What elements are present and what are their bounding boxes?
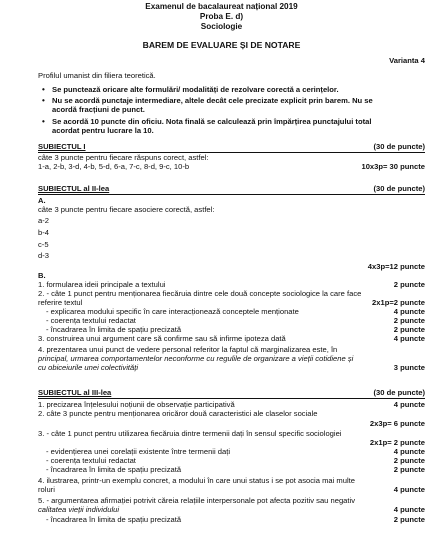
s2-part-a: A. xyxy=(38,196,46,205)
document-title: BAREM DE EVALUARE ȘI DE NOTARE xyxy=(142,40,301,50)
s3-item-3-correlation: - evidențierea unei corelații existente între termenii dați xyxy=(46,447,231,456)
exam-subtitle: Proba E. d) xyxy=(199,12,244,21)
s3-item-3-coherence: - coerența textului redactat xyxy=(46,456,136,465)
s2-b2-explain-points: 4 puncte xyxy=(393,307,425,316)
variant-label: Varianta 4 xyxy=(389,56,425,65)
s3-item-5-points: 4 puncte xyxy=(393,505,425,514)
s3-item-2-points: 2x3p= 6 puncte xyxy=(369,419,425,428)
s2-a-item: a-2 xyxy=(38,216,49,225)
s3-item-5: 5. - argumentarea afirmației potrivit căreia relațiile interpersonale pot afecta pozitiv sau negativ xyxy=(38,496,355,505)
s1-answers: 1-a, 2-b, 3-d, 4-b, 5-d, 6-a, 7-c, 8-d, 9-c, 10-b xyxy=(38,162,190,171)
section-3-header xyxy=(38,388,425,399)
s2-b3-points: 4 puncte xyxy=(393,334,425,343)
rule-2: Nu se acordă punctaje intermediare, altele decât cele precizate explicit prin barem. Nu se xyxy=(52,96,373,105)
s2-part-b: B. xyxy=(38,271,46,280)
s2-b3: 3. construirea unui argument care să confirme sau să infirme ipoteza dată xyxy=(38,334,286,343)
s3-item-4-cont: roluri xyxy=(38,485,55,494)
bullet-icon: • xyxy=(42,96,45,105)
exam-subject: Sociologie xyxy=(200,22,243,31)
section-1-label: SUBIECTUL I xyxy=(38,142,86,151)
s1-instruction: câte 3 puncte pentru fiecare răspuns corect, astfel: xyxy=(38,153,209,162)
exam-title: Examenul de bacalaureat național 2019 xyxy=(145,2,298,11)
s2-b2: 2. - câte 1 punct pentru menționarea fiecăruia dintre cele două concepte sociologice la care face xyxy=(38,289,362,298)
section-3-points: (30 de puncte) xyxy=(373,388,425,397)
s3-item-3: 3. - câte 1 punct pentru utilizarea fiecăruia dintre termenii dați în sensul specific sociologiei xyxy=(38,429,342,438)
intro-text: Profilul umanist din filiera teoretică. xyxy=(38,71,156,80)
s2-b2-explain: - explicarea modului specific în care interacționează conceptele menționate xyxy=(46,307,299,316)
bullet-icon: • xyxy=(42,117,45,126)
s2-a-item: c-5 xyxy=(38,240,49,249)
s2-b4-cont: principal, urmarea comportamentelor neconforme cu regulile de organizare a vieții cotidiene și xyxy=(38,354,354,363)
s3-item-3-correlation-points: 4 puncte xyxy=(393,447,425,456)
s2-b4-points: 3 puncte xyxy=(393,363,425,372)
section-3-label: SUBIECTUL al III-lea xyxy=(38,388,112,397)
s2-b1-points: 2 puncte xyxy=(393,280,425,289)
s3-item-4: 4. ilustrarea, printr-un exemplu concret, a modului în care unui status i se pot asocia mai multe xyxy=(38,476,355,485)
s3-item-5-cont: calitatea vieții individului xyxy=(38,505,120,514)
s1-total: 10x3p= 30 puncte xyxy=(361,162,425,171)
s2-b4-cont2: cu obiceiurile unei colectivități xyxy=(38,363,139,372)
s3-item-2: 2. câte 3 puncte pentru menționarea oricăror două caracteristici ale claselor sociale xyxy=(38,409,318,418)
rule-3: Se acordă 10 puncte din oficiu. Nota finală se calculează prin împărțirea punctajului total xyxy=(52,117,372,126)
s3-item-3-limit-points: 2 puncte xyxy=(393,465,425,474)
section-1-points: (30 de puncte) xyxy=(373,142,425,151)
bullet-icon: • xyxy=(42,85,45,94)
rule-2-cont: acordă fracțiuni de punct. xyxy=(52,105,145,114)
s3-item-3-coherence-points: 2 puncte xyxy=(393,456,425,465)
s2-a-total: 4x3p=12 puncte xyxy=(367,262,425,271)
s3-item-4-points: 4 puncte xyxy=(393,485,425,494)
s2-b1: 1. formularea ideii principale a textului xyxy=(38,280,166,289)
s2-a-instruction: câte 3 puncte pentru fiecare asociere corectă, astfel: xyxy=(38,205,215,214)
s3-item-3-points: 2x1p= 2 puncte xyxy=(369,438,425,447)
s3-item-5-limit-points: 2 puncte xyxy=(393,515,425,524)
s2-b2-coherence: - coerența textului redactat xyxy=(46,316,136,325)
section-2-label: SUBIECTUL al II-lea xyxy=(38,184,110,193)
s2-b2-points: 2x1p=2 puncte xyxy=(372,298,425,307)
s2-b4: 4. prezentarea unui punct de vedere personal referitor la faptul că marginalizarea este, în xyxy=(38,345,338,354)
s2-b2-limit: - încadrarea în limita de spațiu precizată xyxy=(46,325,182,334)
s2-a-item: d-3 xyxy=(38,251,49,260)
section-2-points: (30 de puncte) xyxy=(373,184,425,193)
s2-a-item: b-4 xyxy=(38,228,49,237)
s2-b2-cont: referire textul xyxy=(38,298,83,307)
section-1-header xyxy=(38,142,425,153)
s3-item-1: 1. precizarea înțelesului noțiunii de observație participativă xyxy=(38,400,235,409)
s2-b2-limit-points: 2 puncte xyxy=(393,325,425,334)
rule-3-cont: acordat pentru lucrare la 10. xyxy=(52,126,154,135)
s3-item-1-points: 4 puncte xyxy=(393,400,425,409)
section-2-header xyxy=(38,184,425,195)
s3-item-5-limit: - încadrarea în limita de spațiu precizată xyxy=(46,515,182,524)
rule-1: Se punctează oricare alte formulări/ modalități de rezolvare corectă a cerințelor. xyxy=(52,85,339,94)
s3-item-3-limit: - încadrarea în limita de spațiu precizată xyxy=(46,465,182,474)
s2-b2-coherence-points: 2 puncte xyxy=(393,316,425,325)
